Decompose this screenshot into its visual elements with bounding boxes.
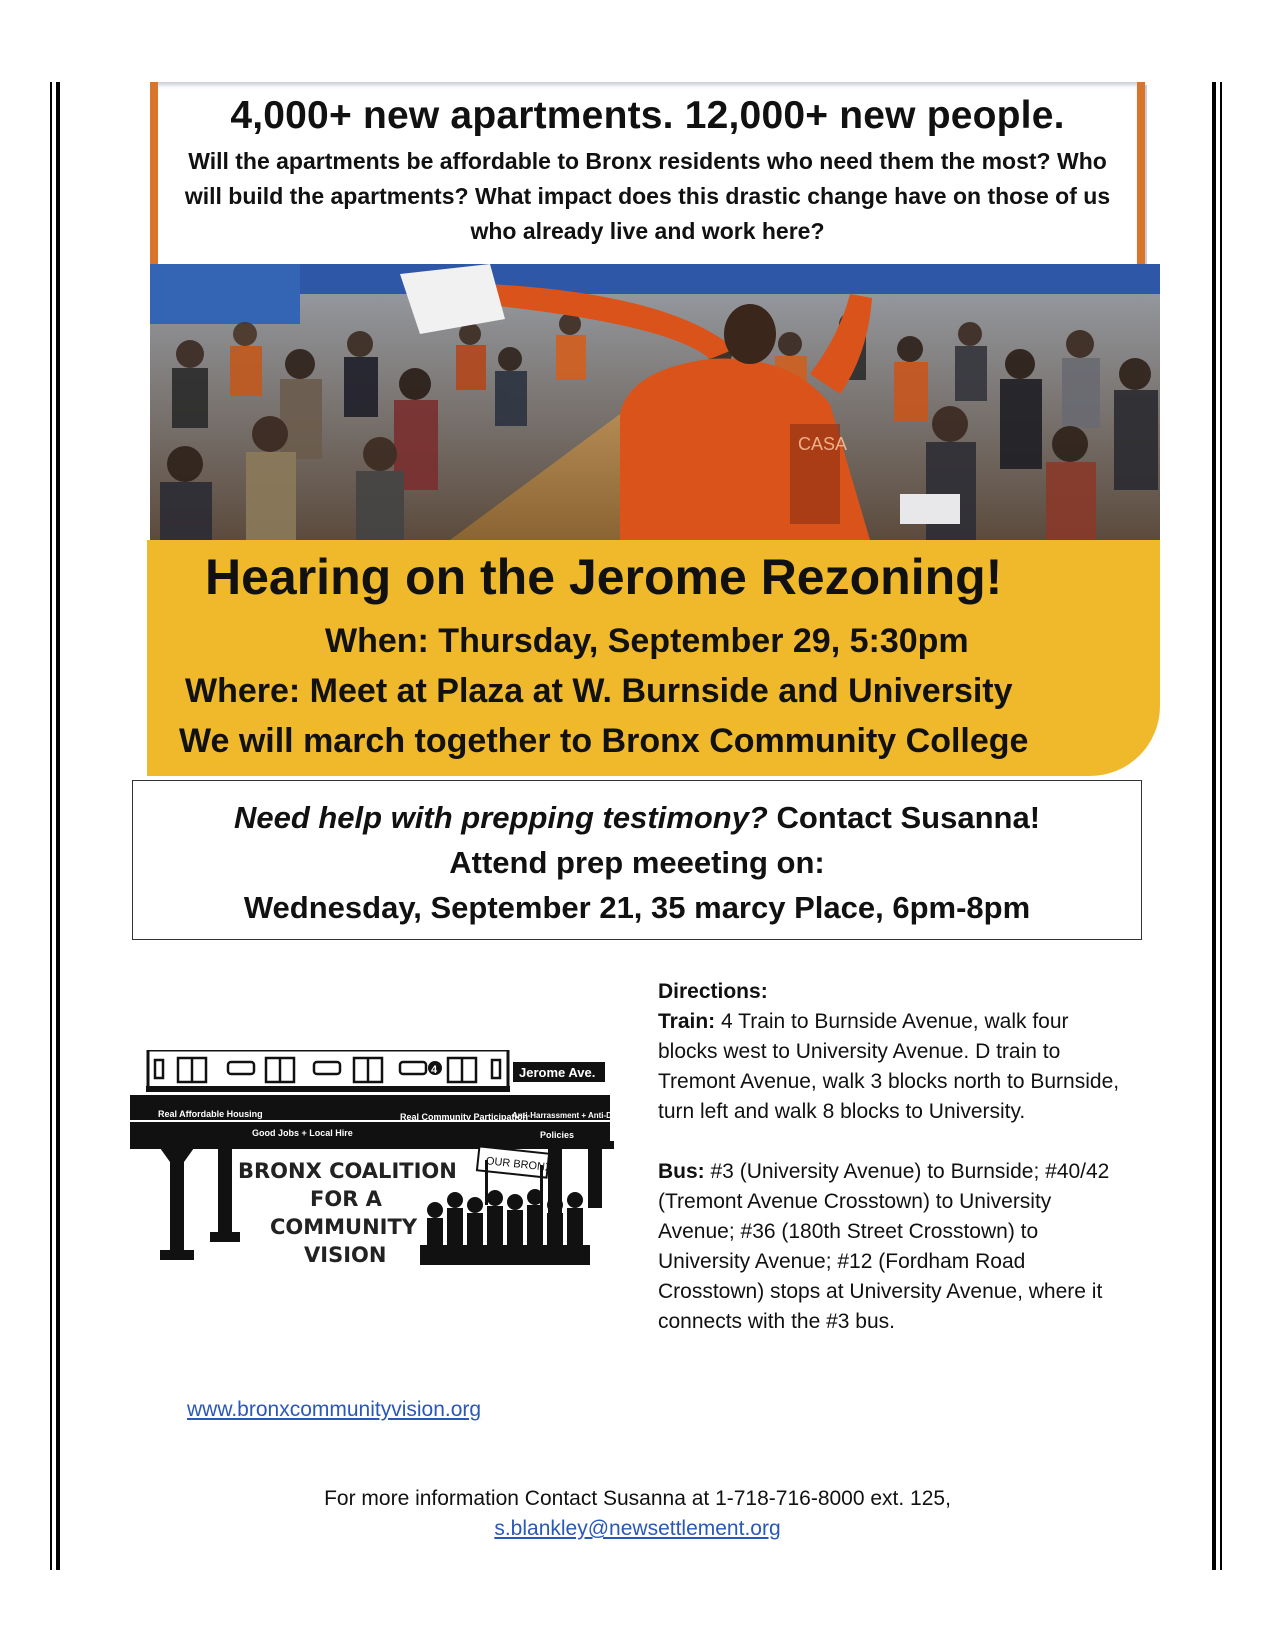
headline: 4,000+ new apartments. 12,000+ new people. (230, 94, 1065, 137)
prep-contact: Contact Susanna! (767, 800, 1041, 835)
label-jobs: Good Jobs + Local Hire (252, 1128, 353, 1138)
label-anti: Anti-Harrassment + Anti-Displacment (512, 1111, 640, 1120)
label-policies: Policies (540, 1130, 575, 1140)
jerome-sign: Jerome Ave. (519, 1065, 596, 1080)
footer-contact: For more information Contact Susanna at 1-718-716-8000 ext. 125, (324, 1487, 951, 1510)
hearing-where: Where: Meet at Plaza at W. Burnside and University (185, 672, 1013, 710)
train-directions (658, 1007, 1128, 1127)
page-border-left (50, 82, 60, 1570)
coalition-logo (130, 1050, 640, 1310)
directions-heading: Directions: (658, 980, 768, 1003)
label-participation: Real Community Participation (400, 1112, 529, 1122)
logo-name-line-4: VISION (304, 1243, 387, 1267)
footer (0, 1484, 1275, 1544)
crowd-photo (150, 264, 1160, 540)
train-number: 4 (431, 1064, 438, 1076)
hearing-panel (147, 540, 1160, 776)
website-link[interactable]: www.bronxcommunityvision.org (187, 1398, 482, 1421)
hearing-when: When: Thursday, September 29, 5:30pm (325, 622, 969, 660)
logo-name-line-2: FOR A (310, 1187, 382, 1211)
train-label: Train: (658, 1010, 716, 1033)
hearing-march: We will march together to Bronx Community College (179, 722, 1029, 760)
logo-name-line-1: BRONX COALITION (238, 1159, 457, 1183)
prep-attend: Attend prep meeeting on: (449, 845, 825, 880)
bus-directions (658, 1157, 1128, 1337)
jacket-text: CASA (798, 434, 848, 454)
crowd-photo-illustration (150, 264, 1160, 540)
email-link[interactable]: s.blankley@newsettlement.org (494, 1517, 781, 1540)
logo-name-line-3: COMMUNITY (270, 1215, 418, 1239)
elevated-train-logo-graphic (130, 1050, 640, 1310)
header-box (150, 82, 1145, 264)
prep-question: Need help with prepping testimony? (233, 800, 768, 835)
prep-box (132, 780, 1142, 940)
bus-label: Bus: (658, 1160, 705, 1183)
prep-question-line (133, 795, 1141, 840)
train-text: 4 Train to Burnside Avenue, walk four blocks west to University Avenue. D train to Tremont Avenue, walk 3 blocks north to Burnside, turn left and walk 8 blocks to University. (658, 1010, 1120, 1123)
label-housing: Real Affordable Housing (158, 1109, 263, 1119)
hearing-title: Hearing on the Jerome Rezoning! (205, 549, 1003, 605)
directions-block (658, 977, 1128, 1337)
bus-text: #3 (University Avenue) to Burnside; #40/42 (Tremont Avenue Crosstown) to University Avenue; #36 (180th Street Crosstown) to University Avenue; #12 (Fordham Road Crosstown) stops at University Avenue, where it connects with the #3 bus. (658, 1160, 1110, 1333)
prep-details: Wednesday, September 21, 35 marcy Place, 6pm-8pm (243, 890, 1031, 925)
banner-text: OUR BRONX (485, 1155, 553, 1175)
page-border-right (1212, 82, 1222, 1570)
header-questions: Will the apartments be affordable to Bronx residents who need them the most? Who will build the apartments? What impact does this drastic change have on those of us who already live and work here? (184, 148, 1111, 244)
